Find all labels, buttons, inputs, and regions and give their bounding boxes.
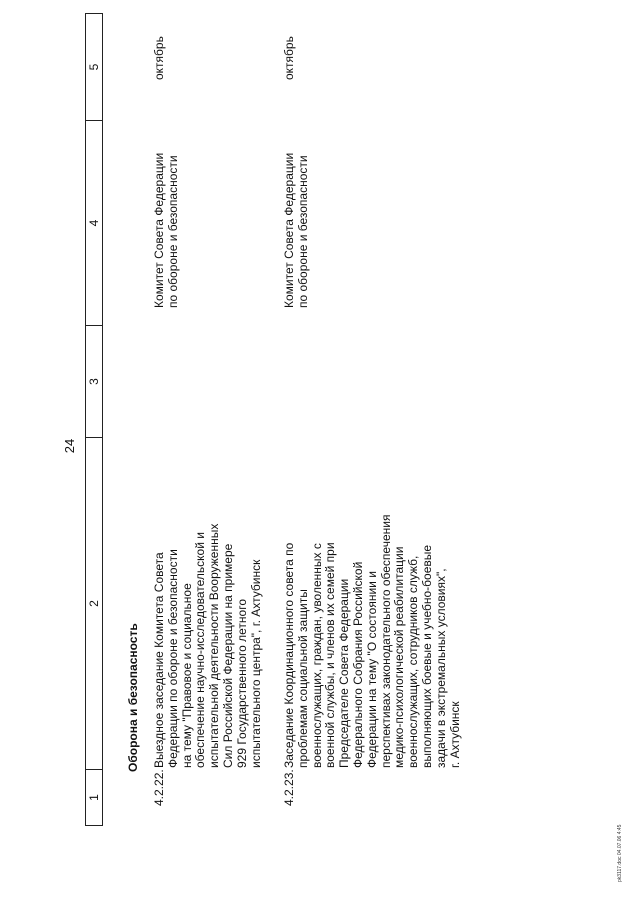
row-date: октябрь [282, 36, 296, 80]
file-stamp: pk3117.doc 04.07.06 4:45 [617, 824, 623, 882]
row-description: Заседание Координационного совета по проблемам социальной защиты военнослужащих, граждан, уволенных с военной службы, и членов их семей при Председателе Совета Федерации Федерального Собрания Российской Федерации на тему "О состоянии и перспективах законодательного обеспечения медико-психологической реабилитации военнослужащих, сотрудников служб, выполняющих боевые и учебно-боевые задачи в экстремальных условиях", г. Ахтубинск [282, 514, 462, 768]
column-header-3: 3 [86, 325, 102, 437]
row-number: 4.2.23. [282, 769, 296, 806]
column-header-2: 2 [86, 437, 102, 769]
page-number: 24 [62, 438, 77, 454]
column-header-1: 1 [86, 769, 102, 825]
row-responsible: Комитет Совета Федерации по обороне и безопасности [282, 152, 310, 308]
column-header-table [85, 13, 103, 826]
row-responsible: Комитет Совета Федерации по обороне и безопасности [152, 152, 180, 308]
section-title: Оборона и безопасность [126, 623, 140, 772]
column-header-4: 4 [86, 120, 102, 325]
row-number: 4.2.22. [152, 769, 166, 806]
row-date: октябрь [152, 36, 166, 80]
row-description: Выездное заседание Комитета Совета Федерации по обороне и безопасности на тему "Правовое и социальное обеспечение научно-исследовательской и испытательной деятельности Вооруженных Сил Российской Федерации на примере 929 Государственного летного испытательного центра", г. Ахтубинск [152, 523, 263, 768]
column-header-5: 5 [87, 63, 101, 71]
